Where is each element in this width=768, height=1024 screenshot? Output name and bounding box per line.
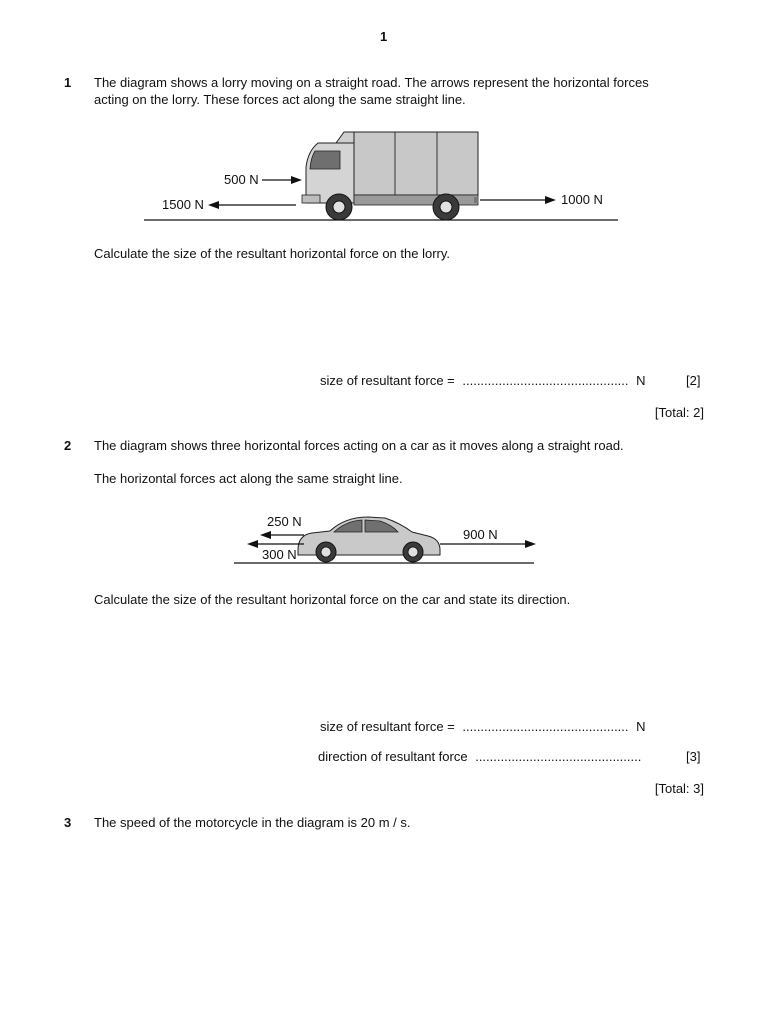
q2-answer-label: size of resultant force =	[320, 719, 459, 734]
q2-instruction: Calculate the size of the resultant horizontal force on the car and state its direction.	[94, 592, 571, 607]
page-number: 1	[380, 29, 388, 44]
lorry-diagram	[0, 125, 768, 235]
q1-answer-label: size of resultant force =	[320, 373, 459, 388]
q1-answer-field[interactable]: ..............................................	[462, 373, 629, 388]
force-label-1000n: 1000 N	[561, 192, 603, 207]
q1-text-line1: The diagram shows a lorry moving on a straight road. The arrows represent the horizontal forces	[94, 75, 649, 90]
q1-answer-line	[320, 373, 646, 388]
q2-total: [Total: 3]	[654, 781, 704, 796]
force-arrow-1500n	[208, 201, 296, 209]
q3-number: 3	[64, 815, 72, 830]
q2-marks: [3]	[686, 749, 701, 764]
force-arrow-1000n	[480, 196, 556, 204]
q2-direction-line	[318, 749, 641, 764]
q1-total: [Total: 2]	[654, 405, 704, 420]
force-label-300n: 300 N	[262, 547, 297, 562]
q2-number: 2	[64, 438, 72, 453]
q2-answer-unit: N	[636, 719, 646, 734]
q1-marks: [2]	[686, 373, 701, 388]
q2-answer-line	[320, 719, 646, 734]
force-label-1500n: 1500 N	[162, 197, 204, 212]
force-label-500n: 500 N	[224, 172, 259, 187]
q1-number: 1	[64, 75, 72, 90]
lorry-icon	[302, 132, 478, 220]
force-label-250n: 250 N	[267, 514, 302, 529]
force-label-900n: 900 N	[463, 527, 498, 542]
q1-text-line2: acting on the lorry. These forces act along the same straight line.	[94, 92, 466, 107]
q1-answer-unit: N	[636, 373, 646, 388]
car-icon	[298, 517, 440, 562]
q2-text-line2: The horizontal forces act along the same straight line.	[94, 471, 403, 486]
car-diagram	[0, 505, 768, 575]
force-arrow-500n	[262, 176, 302, 184]
q3-text: The speed of the motorcycle in the diagram is 20 m / s.	[94, 815, 411, 830]
q1-instruction: Calculate the size of the resultant horizontal force on the lorry.	[94, 246, 451, 261]
force-arrow-250n	[260, 531, 304, 539]
q2-direction-field[interactable]: ..............................................	[475, 749, 642, 764]
q2-answer-field[interactable]: ..............................................	[462, 719, 629, 734]
q2-direction-label: direction of resultant force	[318, 749, 472, 764]
q2-text-line1: The diagram shows three horizontal forces acting on a car as it moves along a straight road.	[94, 438, 624, 453]
